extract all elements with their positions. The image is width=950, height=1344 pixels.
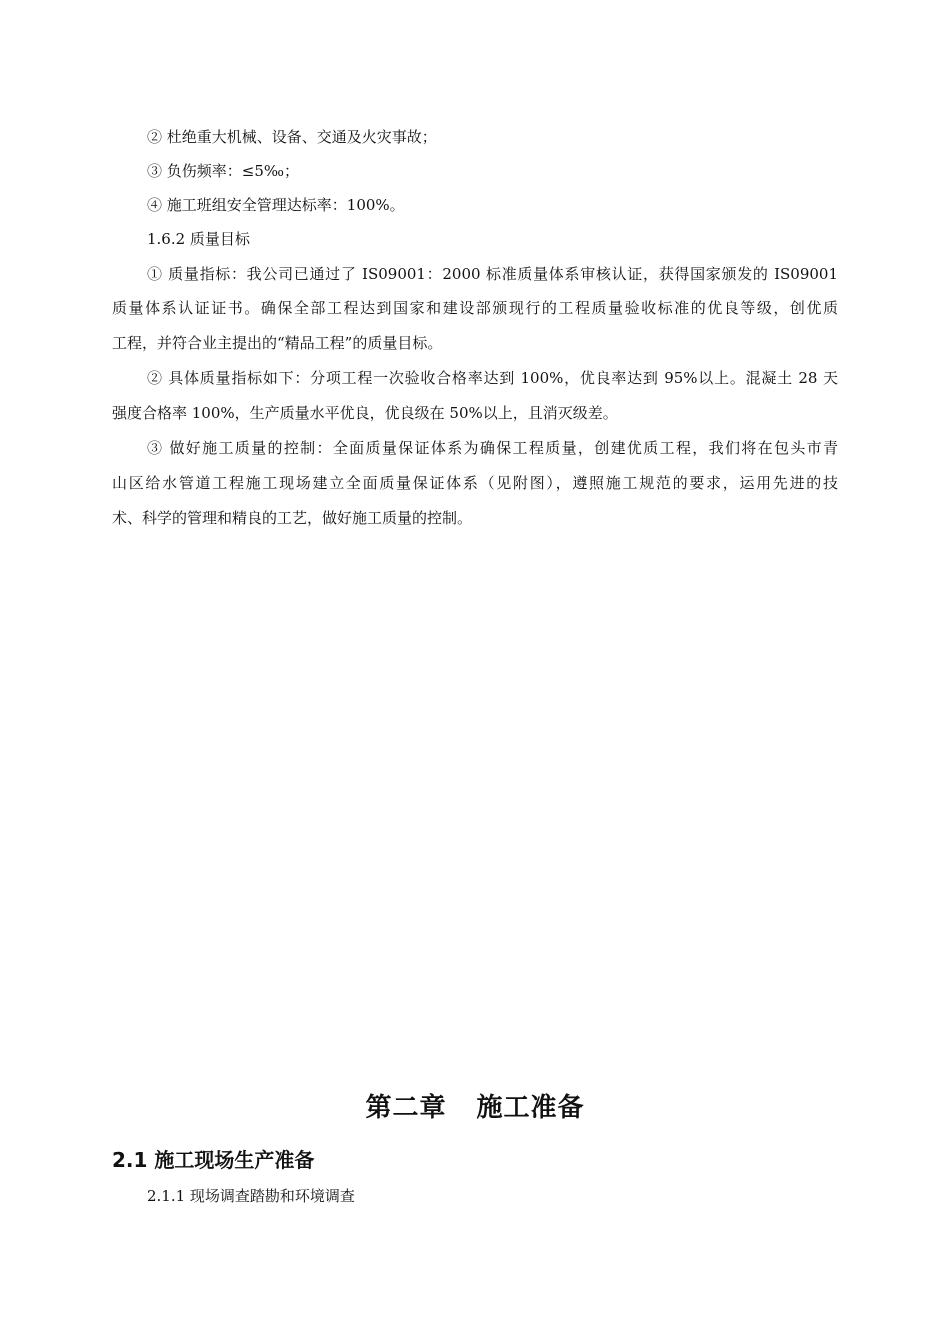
section-title: 2.1 施工现场生产准备	[112, 1148, 315, 1172]
quality-control-line-1: ③ 做好施工质量的控制：全面质量保证体系为确保工程质量，创建优质工程，我们将在包头市青	[147, 439, 838, 457]
subsection-title: 2.1.1 现场调查踏勘和环境调查	[147, 1187, 355, 1205]
safety-goal-item-2: ② 杜绝重大机械、设备、交通及火灾事故；	[147, 128, 437, 146]
chapter-title	[0, 1090, 950, 1126]
safety-goal-item-3: ③ 负伤频率：≤5‰；	[147, 162, 300, 180]
quality-goal-heading: 1.6.2 质量目标	[147, 230, 250, 248]
quality-indicator-line-2: 质量体系认证证书。确保全部工程达到国家和建设部颁现行的工程质量验收标准的优良等级，创优质	[112, 299, 838, 317]
chapter-name: 施工准备	[476, 1093, 585, 1123]
safety-goal-item-4: ④ 施工班组安全管理达标率：100%。	[147, 196, 405, 214]
quality-control-line-2: 山区给水管道工程施工现场建立全面质量保证体系（见附图），遵照施工规范的要求，运用先进的技	[112, 474, 838, 492]
specific-indicator-line-2: 强度合格率 100%，生产质量水平优良，优良级在 50%以上，且消灭级差。	[112, 404, 618, 422]
quality-indicator-line-1: ① 质量指标：我公司已通过了 IS09001：2000 标准质量体系审核认证，获得国家颁发的 IS09001	[147, 265, 838, 283]
specific-indicator-line-1: ② 具体质量指标如下：分项工程一次验收合格率达到 100%，优良率达到 95%以上。混凝土 28 天	[147, 369, 838, 387]
quality-indicator-line-3: 工程，并符合业主提出的“精品工程”的质量目标。	[112, 334, 443, 352]
chapter-number: 第二章	[365, 1093, 447, 1123]
quality-control-line-3: 术、科学的管理和精良的工艺，做好施工质量的控制。	[112, 509, 473, 527]
